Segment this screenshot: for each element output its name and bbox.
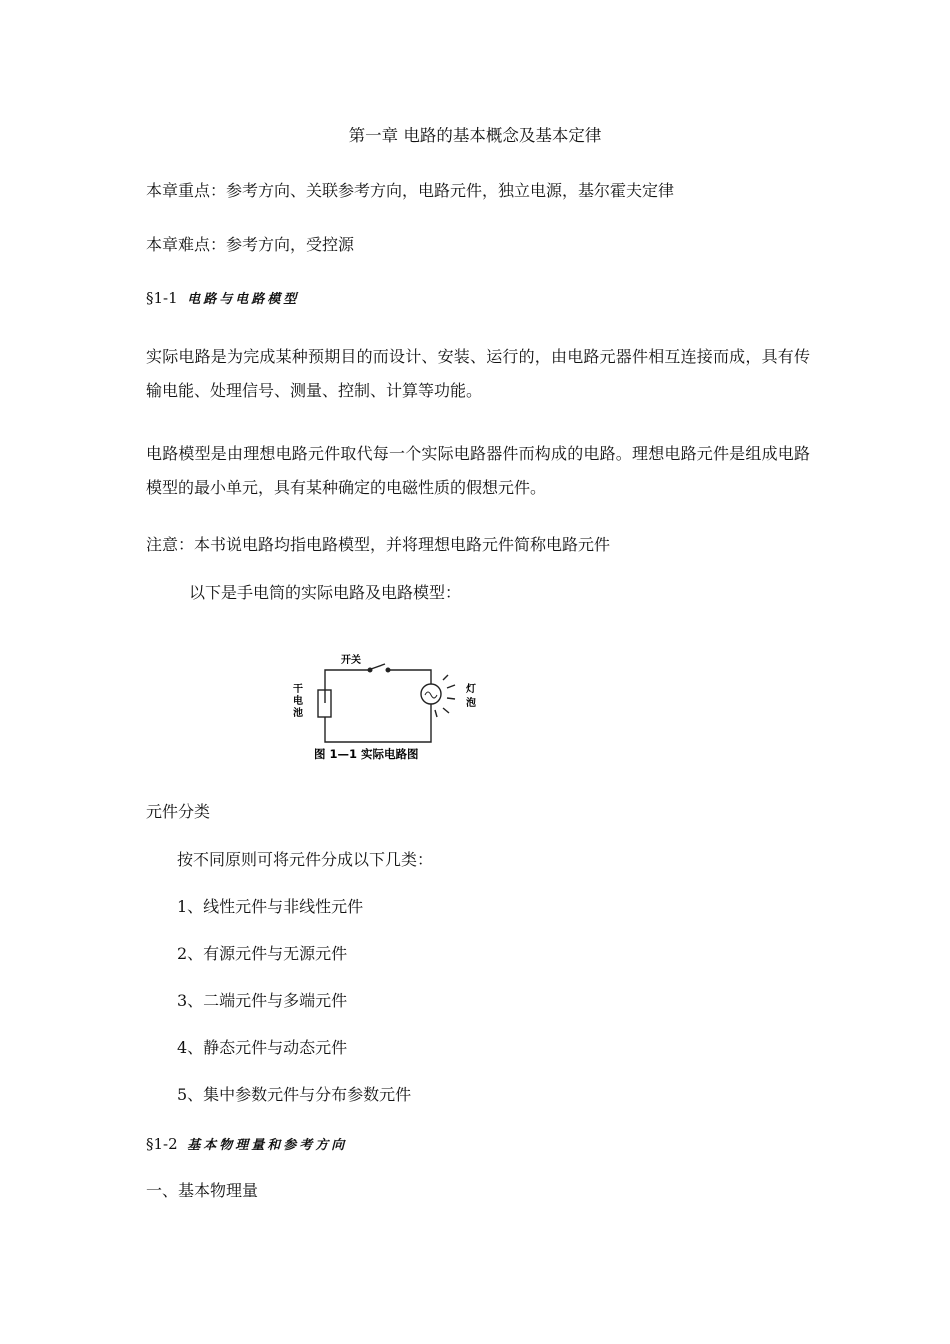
battery-label-2: 电 — [293, 696, 303, 707]
figure-intro: 以下是手电筒的实际电路及电路模型： — [189, 583, 462, 602]
subheading-basic-quantities: 一、基本物理量 — [146, 1181, 259, 1200]
list-item: 4、静态元件与动态元件 — [177, 1038, 348, 1057]
classify-intro: 按不同原则可将元件分成以下几类： — [177, 850, 434, 869]
battery-label-1: 干 — [293, 684, 303, 695]
figure-caption: 图 1—1 实际电路图 — [314, 747, 419, 761]
lamp-filament — [425, 692, 437, 698]
section-heading-2 — [146, 1134, 347, 1156]
section-number: §1-1 — [146, 289, 178, 307]
lamp-label-2: 泡 — [466, 698, 476, 709]
switch-label: 开关 — [341, 655, 361, 666]
switch-blade — [371, 664, 385, 669]
wire-top-right — [389, 670, 431, 684]
list-item: 3、二端元件与多端元件 — [177, 991, 348, 1010]
wire-bottom — [325, 704, 431, 742]
section-number: §1-2 — [146, 1135, 178, 1153]
section-name: 基本物理量和参考方向 — [187, 1138, 348, 1153]
difficulties: 本章难点：参考方向，受控源 — [146, 235, 355, 254]
list-item: 2、有源元件与无源元件 — [177, 944, 348, 963]
section-heading-1 — [146, 288, 299, 310]
list-item: 1、线性元件与非线性元件 — [177, 897, 364, 916]
note: 注意：本书说电路均指电路模型，并将理想电路元件简称电路元件 — [146, 535, 611, 554]
flashlight-circuit-figure — [285, 648, 490, 766]
circuit-diagram — [285, 648, 490, 766]
chapter-title: 第一章 电路的基本概念及基本定律 — [348, 126, 602, 145]
lamp-label-1: 灯 — [466, 684, 476, 695]
paragraph-circuit-model: 电路模型是由理想电路元件取代每一个实际电路器件而构成的电路。理想电路元件是组成电路模型的最小单元，具有某种确定的电磁性质的假想元件。 — [146, 444, 810, 497]
battery-label-3: 池 — [293, 708, 303, 719]
paragraph-actual-circuit: 实际电路是为完成某种预期目的而设计、安装、运行的，由电路元器件相互连接而成，具有传输电能、处理信号、测量、控制、计算等功能。 — [146, 347, 810, 400]
list-item: 5、集中参数元件与分布参数元件 — [177, 1085, 412, 1104]
key-points: 本章重点：参考方向、关联参考方向，电路元件，独立电源，基尔霍夫定律 — [146, 181, 675, 200]
classify-heading: 元件分类 — [146, 802, 211, 821]
section-name: 电路与电路模型 — [187, 292, 300, 307]
